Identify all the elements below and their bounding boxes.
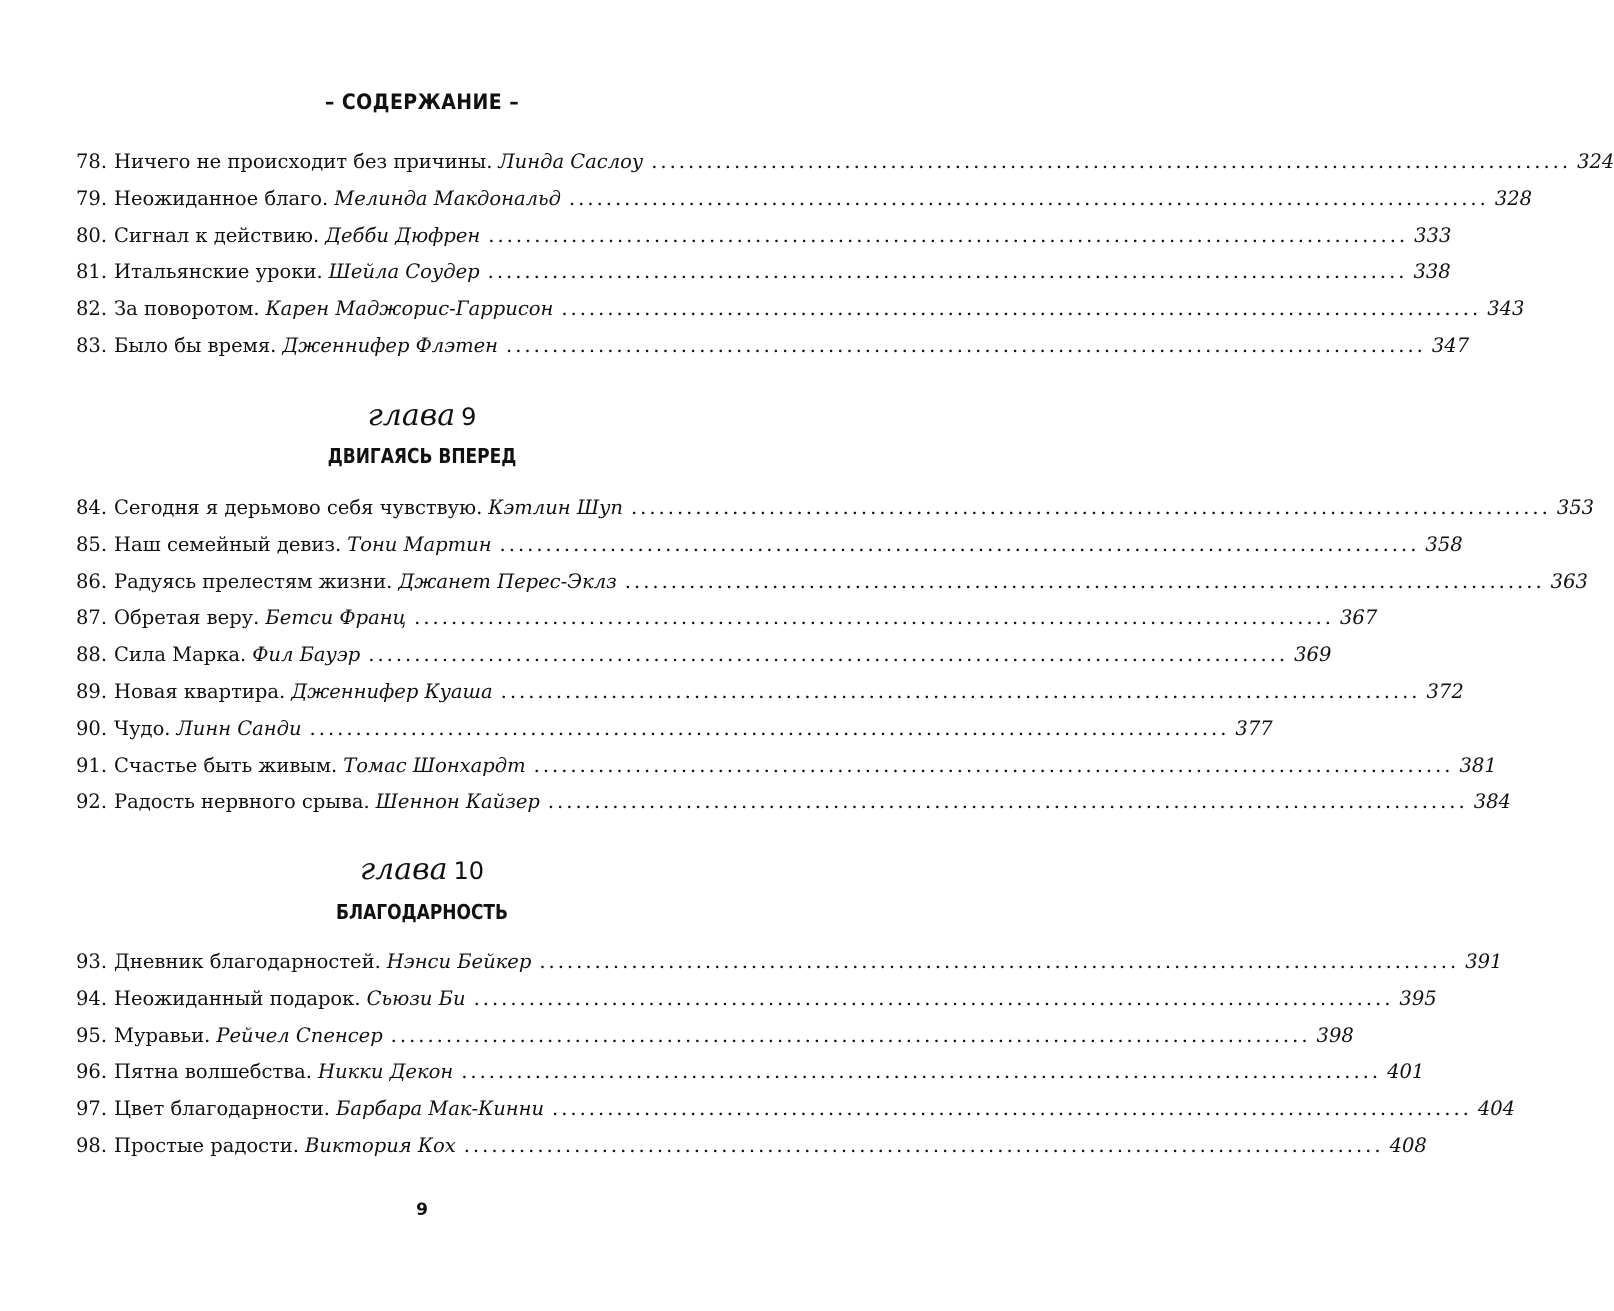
entry-author: Никки Декон [317, 1060, 454, 1084]
entry-number: 79. [76, 186, 108, 210]
entry-title: Цвет благодарности. [114, 1097, 330, 1121]
page-number: 9 [416, 1200, 428, 1220]
entry-author: Линда Саслоу [498, 150, 644, 173]
dot-leader: .................................................................................................... [488, 223, 1409, 247]
entry-number: 95. [76, 1023, 108, 1047]
toc-entry [76, 496, 1595, 533]
dot-leader: .................................................................................................... [506, 333, 1426, 357]
dot-leader: .................................................................................................... [624, 569, 1545, 593]
entry-title: Дневник благодарностей. [114, 950, 381, 973]
entry-author: Тони Мартин [347, 532, 492, 556]
dot-leader: .................................................................................................... [539, 950, 1460, 973]
entry-number: 88. [76, 643, 108, 667]
entry-author: Рейчел Спенсер [216, 1023, 383, 1047]
toc-entry [76, 753, 1497, 791]
toc-entry [76, 1133, 1427, 1171]
entry-author: Дженнифер Куаша [291, 679, 493, 703]
toc-entry [76, 790, 1511, 827]
entry-page: 404 [1477, 1097, 1516, 1121]
entry-number: 90. [76, 716, 108, 740]
chapter-label-10 [0, 852, 844, 887]
entry-page: 363 [1550, 569, 1588, 593]
entry-title: Пятна волшебства. [114, 1060, 312, 1084]
toc-entry [76, 569, 1588, 607]
entry-title: Счастье быть живым. [114, 753, 338, 777]
toc-entry [76, 186, 1533, 224]
entry-title: Неожиданный подарок. [114, 986, 361, 1010]
entry-page: 338 [1413, 260, 1451, 284]
dot-leader: .................................................................................................... [390, 1023, 1311, 1047]
entry-number: 98. [76, 1133, 108, 1157]
entry-title: За поворотом. [114, 297, 260, 321]
dot-leader: .................................................................................................... [533, 753, 1454, 777]
toc-entry [76, 643, 1332, 680]
dot-leader: .................................................................................................... [630, 496, 1551, 519]
toc-entry [76, 297, 1525, 334]
entry-page: 372 [1426, 679, 1464, 703]
toc-entry [76, 679, 1464, 717]
entry-author: Томас Шонхардт [343, 753, 526, 777]
entry-page: 367 [1340, 606, 1378, 630]
entry-page: 391 [1465, 950, 1503, 973]
entry-author: Кэтлин Шуп [488, 496, 623, 519]
entry-title: Ничего не происходит без причины. [114, 150, 493, 173]
dot-leader: .................................................................................................... [500, 679, 1421, 703]
toc-entry [76, 716, 1273, 754]
entry-title: Муравьи. [114, 1023, 211, 1047]
entry-page: 398 [1316, 1023, 1354, 1047]
entry-author: Барбара Мак-Кинни [336, 1097, 544, 1121]
entry-author: Виктория Кох [304, 1133, 456, 1157]
entry-author: Сьюзи Би [366, 986, 466, 1010]
dot-leader: .................................................................................................... [547, 790, 1468, 814]
entry-author: Линн Санди [176, 716, 302, 740]
entry-title: Наш семейный девиз. [114, 532, 342, 556]
entry-page: 384 [1473, 790, 1511, 814]
entry-number: 94. [76, 986, 108, 1010]
dot-leader: .................................................................................................... [561, 297, 1482, 321]
entry-title: Радость нервного срыва. [114, 790, 370, 814]
entry-author: Шеннон Кайзер [375, 790, 540, 814]
entry-number: 78. [76, 150, 108, 173]
toc-entry [76, 1023, 1354, 1061]
entry-title: Сегодня я дерьмово себя чувствую. [114, 496, 483, 519]
chapter-word: глава [367, 398, 456, 433]
contents-header: – СОДЕРЖАНИЕ – [324, 90, 520, 114]
chapter-title-10: БЛАГОДАРНОСТЬ [336, 900, 508, 924]
dot-leader: .................................................................................................... [651, 150, 1572, 173]
chapter-number: 10 [453, 857, 485, 885]
entry-number: 83. [76, 333, 108, 357]
entry-author: Карен Маджорис-Гаррисон [265, 297, 554, 321]
entry-number: 93. [76, 950, 108, 973]
entry-number: 85. [76, 532, 108, 556]
toc-list-section-2 [76, 950, 1516, 1171]
chapter-number: 9 [461, 403, 477, 431]
dot-leader: .................................................................................................... [414, 606, 1335, 630]
dot-leader: .................................................................................................... [473, 986, 1394, 1010]
entry-title: Сила Марка. [114, 643, 247, 667]
entry-author: Дженнифер Флэтен [282, 333, 499, 357]
entry-number: 89. [76, 679, 108, 703]
entry-number: 87. [76, 606, 108, 630]
toc-entry [76, 1060, 1425, 1097]
entry-number: 80. [76, 223, 108, 247]
dot-leader: .................................................................................................... [461, 1060, 1382, 1084]
toc-entry [76, 260, 1451, 297]
chapter-label-9 [0, 398, 844, 433]
entry-author: Фил Бауэр [252, 643, 361, 667]
entry-page: 328 [1494, 186, 1533, 210]
toc-entry [76, 606, 1378, 643]
entry-title: Было бы время. [114, 333, 277, 357]
dot-leader: .................................................................................................... [552, 1097, 1472, 1121]
entry-title: Неожиданное благо. [114, 186, 329, 210]
entry-title: Простые радости. [114, 1133, 299, 1157]
entry-author: Джанет Перес-Эклз [398, 569, 617, 593]
entry-title: Итальянские уроки. [114, 260, 323, 284]
entry-page: 395 [1399, 986, 1437, 1010]
entry-author: Шейла Соудер [328, 260, 480, 284]
entry-page: 353 [1556, 496, 1595, 519]
entry-number: 82. [76, 297, 108, 321]
entry-page: 343 [1487, 297, 1525, 321]
toc-entry [76, 150, 1614, 187]
entry-number: 97. [76, 1097, 108, 1121]
entry-number: 86. [76, 569, 108, 593]
entry-title: Радуясь прелестям жизни. [114, 569, 393, 593]
entry-page: 369 [1294, 643, 1332, 667]
toc-list-section-1 [76, 496, 1595, 827]
dot-leader: .................................................................................................... [368, 643, 1289, 667]
chapter-word: глава [359, 852, 448, 887]
toc-entry [76, 986, 1437, 1024]
dot-leader: .................................................................................................... [568, 186, 1489, 210]
toc-entry [76, 223, 1452, 261]
entry-number: 92. [76, 790, 108, 814]
dot-leader: .................................................................................................... [309, 716, 1230, 740]
entry-title: Сигнал к действию. [114, 223, 320, 247]
entry-author: Нэнси Бейкер [386, 950, 532, 973]
dot-leader: .................................................................................................... [487, 260, 1408, 284]
entry-title: Чудо. [114, 716, 171, 740]
toc-entry [76, 333, 1470, 371]
entry-page: 358 [1425, 532, 1463, 556]
toc-entry [76, 1097, 1516, 1134]
entry-page: 381 [1459, 753, 1497, 777]
entry-page: 377 [1235, 716, 1273, 740]
entry-page: 324 [1577, 150, 1614, 173]
chapter-title-9: ДВИГАЯСЬ ВПЕРЕД [327, 444, 517, 468]
entry-number: 96. [76, 1060, 108, 1084]
toc-list-section-0 [76, 150, 1614, 371]
entry-page: 333 [1414, 223, 1452, 247]
entry-title: Обретая веру. [114, 606, 260, 630]
entry-page: 347 [1431, 333, 1470, 357]
entry-number: 84. [76, 496, 108, 519]
entry-page: 401 [1387, 1060, 1425, 1084]
entry-author: Бетси Франц [265, 606, 407, 630]
dot-leader: .................................................................................................... [499, 532, 1420, 556]
entry-author: Дебби Дюфрен [325, 223, 481, 247]
entry-author: Мелинда Макдональд [334, 186, 561, 210]
entry-title: Новая квартира. [114, 679, 286, 703]
toc-entry [76, 532, 1463, 570]
toc-entry [76, 950, 1503, 987]
dot-leader: .................................................................................................... [463, 1133, 1384, 1157]
entry-page: 408 [1389, 1133, 1427, 1157]
entry-number: 91. [76, 753, 108, 777]
entry-number: 81. [76, 260, 108, 284]
